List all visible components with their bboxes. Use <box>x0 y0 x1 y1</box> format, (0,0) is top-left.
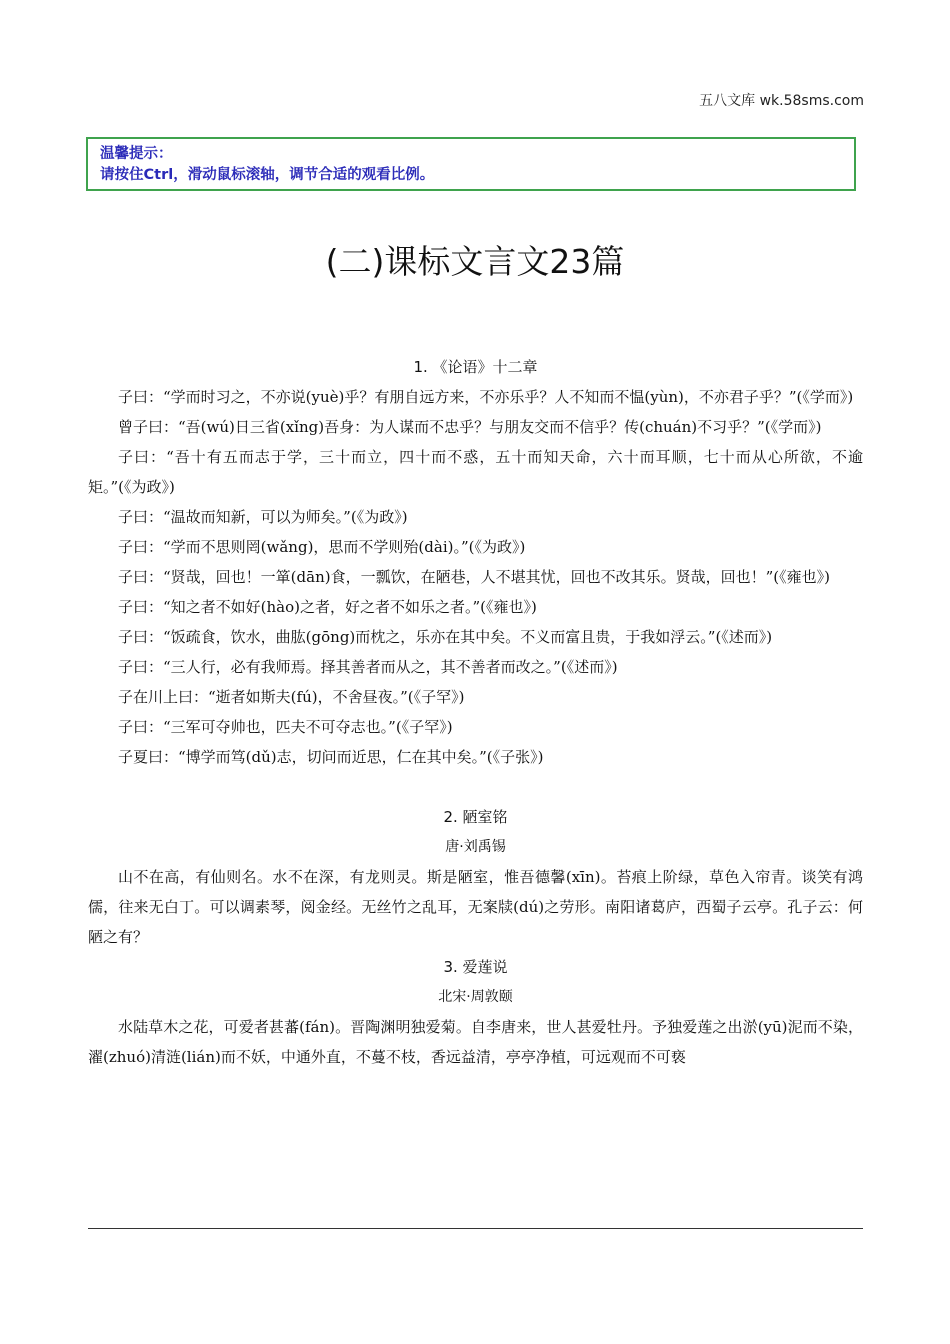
paragraph: 子曰：“三军可夺帅也，匹夫不可夺志也。”(《子罕》) <box>118 718 453 736</box>
document-body <box>88 352 863 1072</box>
site-watermark: 五八文库 wk.58sms.com <box>699 93 864 109</box>
paragraph: 山不在高，有仙则名。水不在深，有龙则灵。斯是陋室，惟吾德馨(xīn)。苔痕上阶绿，草色入帘青。谈笑有鸿儒，往来无白丁。可以调素琴，阅金经。无丝竹之乱耳，无案牍(dú)之劳形。南阳诸葛庐，西蜀子云亭。孔子云：何陋之有？ <box>88 868 863 946</box>
footer-divider <box>88 1228 863 1229</box>
paragraph: 子曰：“学而不思则罔(wǎng)，思而不学则殆(dài)。”(《为政》) <box>118 538 526 556</box>
section-heading: 3. 爱莲说 <box>443 958 508 976</box>
paragraph: 子曰：“吾十有五而志于学，三十而立，四十而不惑，五十而知天命，六十而耳顺，七十而从心所欲，不逾矩。”(《为政》) <box>88 448 863 496</box>
paragraph: 子曰：“饭疏食，饮水，曲肱(gōng)而枕之，乐亦在其中矣。不义而富且贵，于我如浮云。”(《述而》) <box>118 628 773 646</box>
paragraph: 子在川上曰：“逝者如斯夫(fú)，不舍昼夜。”(《子罕》) <box>118 688 465 706</box>
paragraph: 子曰：“知之者不如好(hào)之者，好之者不如乐之者。”(《雍也》) <box>118 598 537 616</box>
paragraph: 子曰：“学而时习之，不亦说(yuè)乎？有朋自远方来，不亦乐乎？人不知而不愠(yùn)，不亦君子乎？”(《学而》) <box>118 388 854 406</box>
section-author: 北宋·周敦颐 <box>438 989 513 1005</box>
paragraph: 水陆草木之花，可爱者甚蕃(fán)。晋陶渊明独爱菊。自李唐来，世人甚爱牡丹。予独爱莲之出淤(yū)泥而不染，濯(zhuó)清涟(lián)而不妖，中通外直，不蔓不枝，香远益清，亭亭净植，可远观而不可亵 <box>88 1018 863 1066</box>
tip-label: 温馨提示： <box>100 146 173 162</box>
section-heading: 1. 《论语》十二章 <box>413 358 538 376</box>
page-title: (二)课标文言文23篇 <box>325 242 625 281</box>
paragraph: 子曰：“三人行，必有我师焉。择其善者而从之，其不善者而改之。”(《述而》) <box>118 658 618 676</box>
tip-box <box>86 137 856 191</box>
section-author: 唐·刘禹锡 <box>445 839 506 855</box>
paragraph: 子曰：“温故而知新，可以为师矣。”(《为政》) <box>118 508 408 526</box>
section-heading: 2. 陋室铭 <box>443 808 508 826</box>
paragraph: 子夏曰：“博学而笃(dǔ)志，切问而近思，仁在其中矣。”(《子张》) <box>118 748 544 766</box>
paragraph: 子曰：“贤哉，回也！一箪(dān)食，一瓢饮，在陋巷，人不堪其忧，回也不改其乐。贤哉，回也！”(《雍也》) <box>118 568 830 586</box>
paragraph: 曾子曰：“吾(wú)日三省(xǐng)吾身：为人谋而不忠乎？与朋友交而不信乎？传(chuán)不习乎？”(《学而》) <box>118 418 822 436</box>
tip-text: 请按住Ctrl，滑动鼠标滚轴，调节合适的观看比例。 <box>100 167 435 183</box>
